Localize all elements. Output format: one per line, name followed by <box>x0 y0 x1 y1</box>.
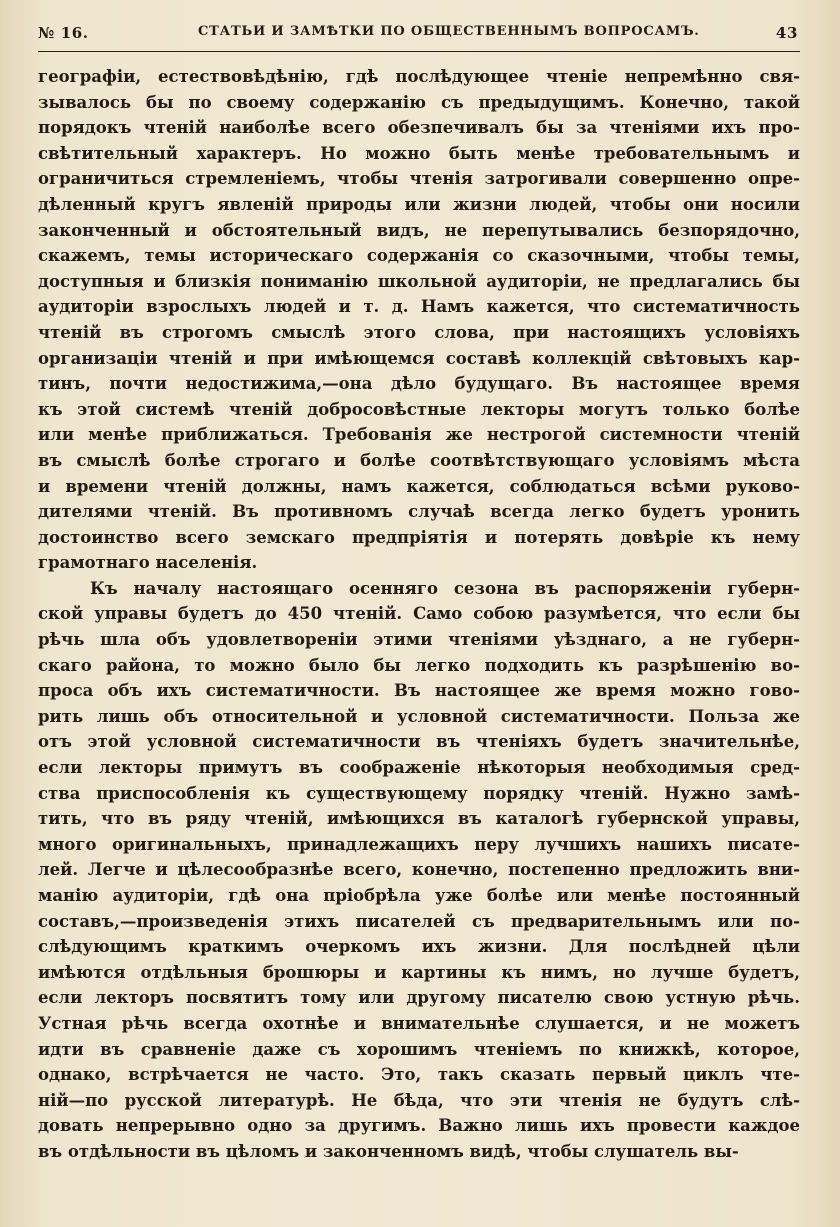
text-line: манію аудиторіи, гдѣ она пріобрѣла уже болѣе или менѣе постоянный <box>38 886 800 905</box>
text-line: однако, встрѣчается не часто. Это, такъ сказать первый циклъ чте- <box>38 1065 800 1085</box>
header-rule <box>38 51 800 52</box>
text-line: грамотнаго населенія. <box>38 553 258 573</box>
text-line: рѣчь шла объ удовлетвореніи этими чтеніями уѣзднаго, а не губерн- <box>38 630 800 650</box>
text-line: порядокъ чтеній наиболѣе всего обезпечивалъ бы за чтеніями ихъ про- <box>38 118 800 138</box>
text-line: въ смыслѣ болѣе строгаго и болѣе соотвѣтствующаго условіямъ мѣста <box>38 450 800 470</box>
text-line: тинъ, почти недостижима,—она дѣло будущаго. Въ настоящее время <box>38 374 800 394</box>
text-line: если лекторъ посвятитъ тому или другому писателю свою устную рѣчь. <box>38 988 800 1008</box>
text-line: дѣленный кругъ явленій природы или жизни людей, чтобы они носили <box>38 194 800 214</box>
text-line: Устная рѣчь всегда охотнѣе и внимательнѣе слушается, и не можетъ <box>38 1013 800 1033</box>
text-line: чтеній въ строгомъ смыслѣ этого слова, при настоящихъ условіяхъ <box>38 322 800 342</box>
text-line: идти въ сравненіе даже съ хорошимъ чтеніемъ по книжкѣ, которое, <box>38 1039 800 1059</box>
page-number: 43 <box>775 24 798 42</box>
text-line: скажемъ, темы историческаго содержанія со сказочными, чтобы темы, <box>38 246 800 266</box>
text-line: и времени чтеній должны, намъ кажется, соблюдаться всѣми руково- <box>38 476 800 496</box>
text-line: имѣются отдѣльныя брошюры и картины къ нимъ, но лучше будетъ, <box>38 962 800 982</box>
running-header <box>38 24 798 50</box>
text-line: географіи, естествовѣдѣнію, гдѣ послѣдующее чтеніе непремѣнно свя- <box>38 67 800 86</box>
text-line: къ этой системѣ чтеній добросовѣстные лекторы могутъ только болѣе <box>38 399 800 419</box>
text-line: составъ,—произведенія этихъ писателей съ предварительнымъ или по- <box>38 911 800 931</box>
paragraph-2 <box>38 576 800 1165</box>
text-line: въ отдѣльности въ цѣломъ и законченномъ видѣ, чтобы слушатель вы- <box>38 1141 739 1161</box>
text-line: достоинство всего земскаго предпріятія и потерять довѣріе къ нему <box>38 527 800 547</box>
text-line: свѣтительный характеръ. Но можно быть менѣе требовательнымъ и <box>38 143 800 163</box>
text-line: ской управы будетъ до 450 чтеній. Само собою разумѣется, что если бы <box>38 604 800 624</box>
text-line: ограничиться стремленіемъ, чтобы чтенія затрогивали совершенно опре- <box>38 169 800 189</box>
paragraph-1 <box>38 64 800 576</box>
text-line: проса объ ихъ систематичности. Въ настоящее же время можно гово- <box>38 681 800 701</box>
text-line: если лекторы примутъ въ соображеніе нѣкоторыя необходимыя сред- <box>38 758 800 778</box>
text-line: ства приспособленія къ существующему порядку чтеній. Нужно замѣ- <box>38 783 800 803</box>
text-line: рить лишь объ относительной и условной систематичности. Польза же <box>38 706 800 726</box>
text-line: доступныя и близкія пониманію школьной аудиторіи, не предлагались бы <box>38 271 800 291</box>
text-line: ній—по русской литературѣ. Не бѣда, что эти чтенія не будутъ слѣ- <box>38 1090 800 1110</box>
text-line: слѣдующимъ краткимъ очеркомъ ихъ жизни. Для послѣдней цѣли <box>38 937 800 957</box>
text-line: отъ этой условной систематичности въ чтеніяхъ будетъ значительнѣе, <box>38 732 800 752</box>
text-line: много оригинальныхъ, принадлежащихъ перу лучшихъ нашихъ писате- <box>38 834 800 854</box>
text-line: аудиторіи взрослыхъ людей и т. д. Намъ кажется, что систематичность <box>38 297 800 317</box>
text-line: тить, что въ ряду чтеній, имѣющихся въ каталогѣ губернской управы, <box>38 809 800 829</box>
text-line: Къ началу настоящаго осенняго сезона въ распоряженіи губерн- <box>90 578 800 598</box>
text-line: довать непрерывно одно за другимъ. Важно лишь ихъ провести каждое <box>38 1116 800 1136</box>
text-line: организаціи чтеній и при имѣющемся составѣ коллекцій свѣтовыхъ кар- <box>38 348 800 368</box>
text-line: скаго района, то можно было бы легко подходить къ разрѣшенію во- <box>38 655 800 675</box>
running-title: СТАТЬИ И ЗАМѢТКИ ПО ОБЩЕСТВЕННЫМЪ ВОПРОСАМЪ. <box>198 24 700 39</box>
page-body <box>38 64 800 1165</box>
text-line: зывалось бы по своему содержанію съ предыдущимъ. Конечно, такой <box>38 92 800 112</box>
issue-number: № 16. <box>38 24 89 42</box>
text-line: лей. Легче и цѣлесообразнѣе всего, конечно, постепенно предложить вни- <box>38 860 800 880</box>
text-line: законченный и обстоятельный видъ, не перепутывались безпорядочно, <box>38 220 800 240</box>
text-line: дителями чтеній. Въ противномъ случаѣ всегда легко будетъ уронить <box>38 502 800 522</box>
text-line: или менѣе приближаться. Требованія же нестрогой системности чтеній <box>38 425 800 445</box>
